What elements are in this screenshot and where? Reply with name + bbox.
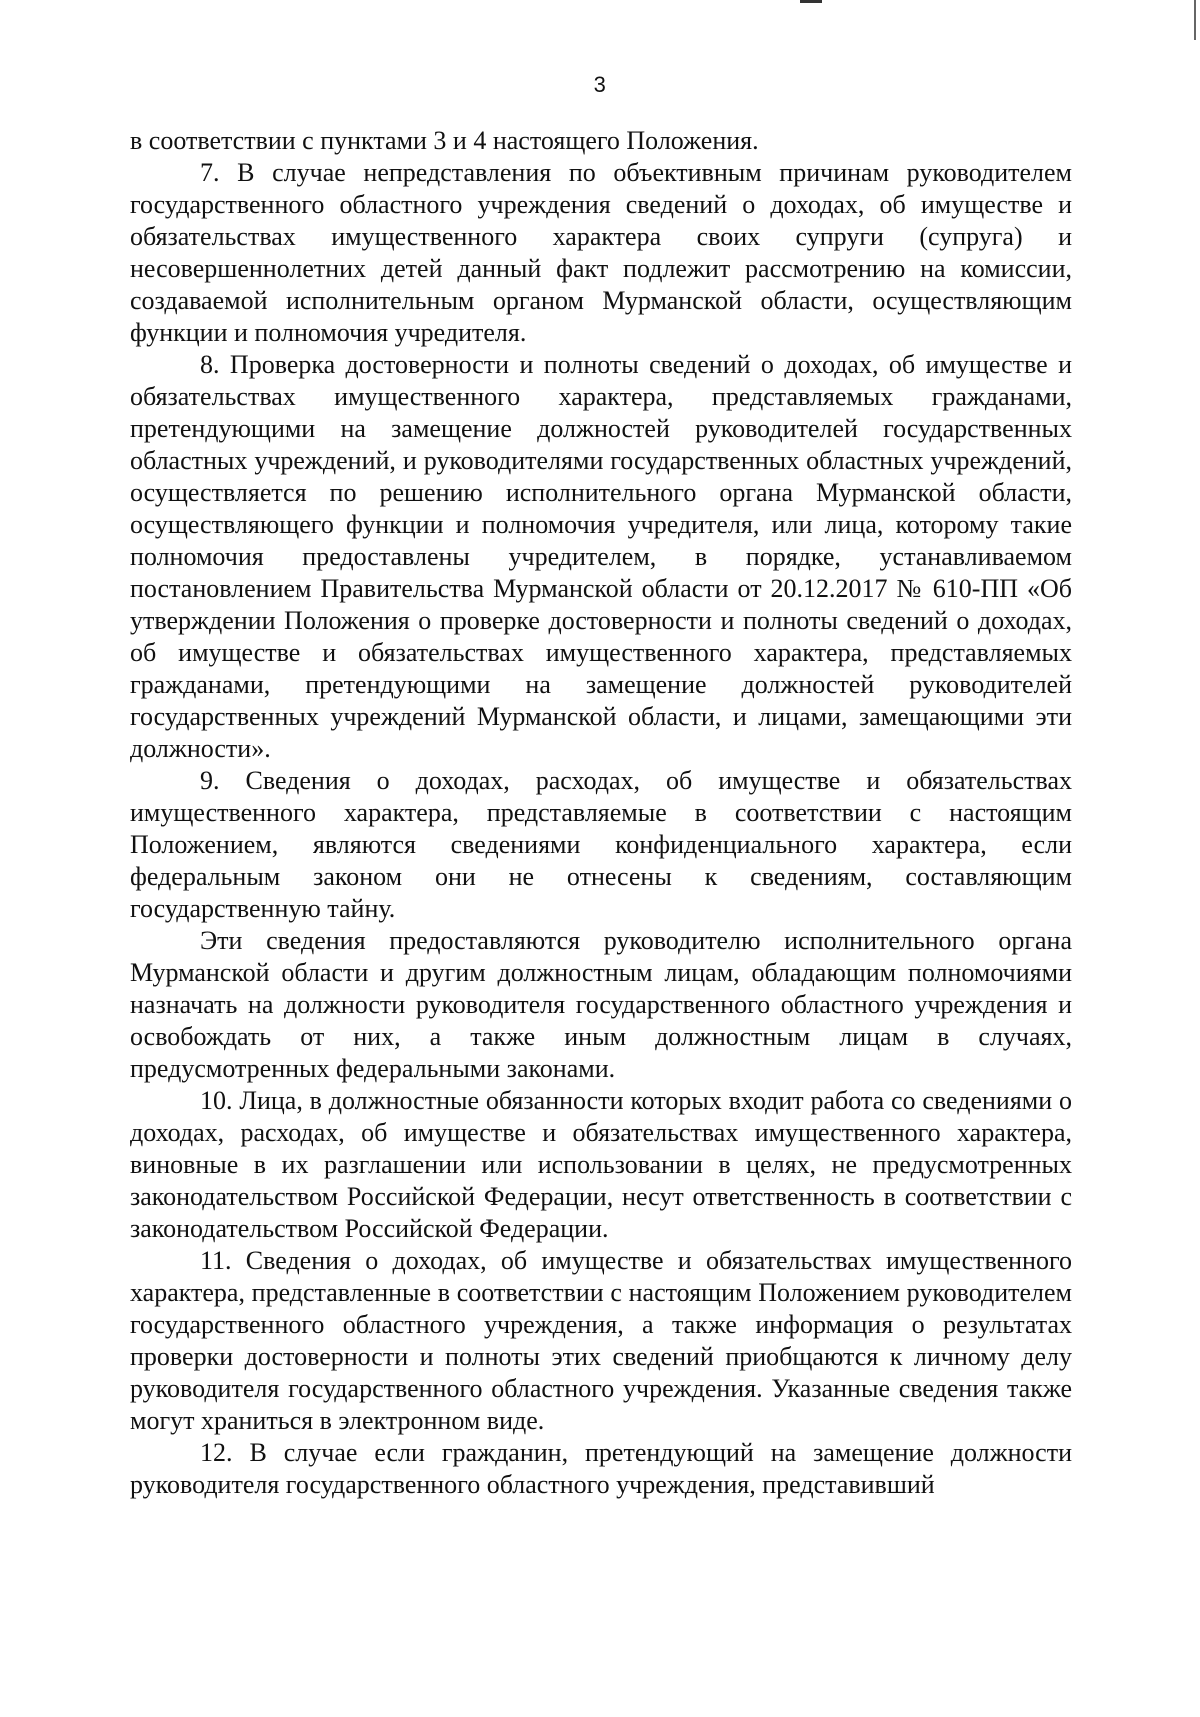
paragraph-9-continued: Эти сведения предоставляются руководителю исполнительного органа Мурманской области и другим должностным лицам, обладающим полномочиями назначать на должности руководителя государственного областного учреждения и освобождать от них, а также иным должностным лицам в случаях, предусмотренных федеральными законами. <box>130 926 1072 1083</box>
scan-artifact-top <box>800 0 822 3</box>
paragraph-9: 9. Сведения о доходах, расходах, об имуществе и обязательствах имущественного характера, представляемые в соответствии с настоящим Положением, являются сведениями конфиденциального характера, если федеральным законом они не отнесены к сведениям, составляющим государственную тайну. <box>130 766 1072 923</box>
paragraph-10: 10. Лица, в должностные обязанности которых входит работа со сведениями о доходах, расходах, об имуществе и обязательствах имущественного характера, виновные в их разглашении или использовании в целях, не предусмотренных законодательством Российской Федерации, несут ответственность в соответствии с законодательством Российской Федерации. <box>130 1086 1072 1243</box>
paragraph-12: 12. В случае если гражданин, претендующий на замещение должности руководителя государственного областного учреждения, представивший <box>130 1438 1072 1499</box>
paragraph-6-tail: в соответствии с пунктами 3 и 4 настоящего Положения. <box>130 126 759 155</box>
page-number: 3 <box>593 72 607 97</box>
document-body <box>130 125 1072 1501</box>
paragraph-11: 11. Сведения о доходах, об имуществе и обязательствах имущественного характера, представленные в соответствии с настоящим Положением руководителем государственного областного учреждения, а также информация о результатах проверки достоверности и полноты этих сведений приобщаются к личному делу руководителя государственного областного учреждения. Указанные сведения также могут храниться в электронном виде. <box>130 1246 1072 1435</box>
paragraph-7: 7. В случае непредставления по объективным причинам руководителем государственного областного учреждения сведений о доходах, об имуществе и обязательствах имущественного характера своих супруги (супруга) и несовершеннолетних детей данный факт подлежит рассмотрению на комиссии, создаваемой исполнительным органом Мурманской области, осуществляющим функции и полномочия учредителя. <box>130 158 1072 347</box>
paragraph-8: 8. Проверка достоверности и полноты сведений о доходах, об имуществе и обязательствах имущественного характера, представляемых гражданами, претендующими на замещение должностей руководителей государственных областных учреждений, и руководителями государственных областных учреждений, осуществляется по решению исполнительного органа Мурманской области, осуществляющего функции и полномочия учредителя, или лица, которому такие полномочия предоставлены учредителем, в порядке, устанавливаемом постановлением Правительства Мурманской области от 20.12.2017 № 610-ПП «Об утверждении Положения о проверке достоверности и полноты сведений о доходах, об имуществе и обязательствах имущественного характера, представляемых гражданами, претендующими на замещение должностей руководителей государственных учреждений Мурманской области, и лицами, замещающими эти должности». <box>130 350 1072 763</box>
scan-artifact-right <box>1194 0 1196 40</box>
